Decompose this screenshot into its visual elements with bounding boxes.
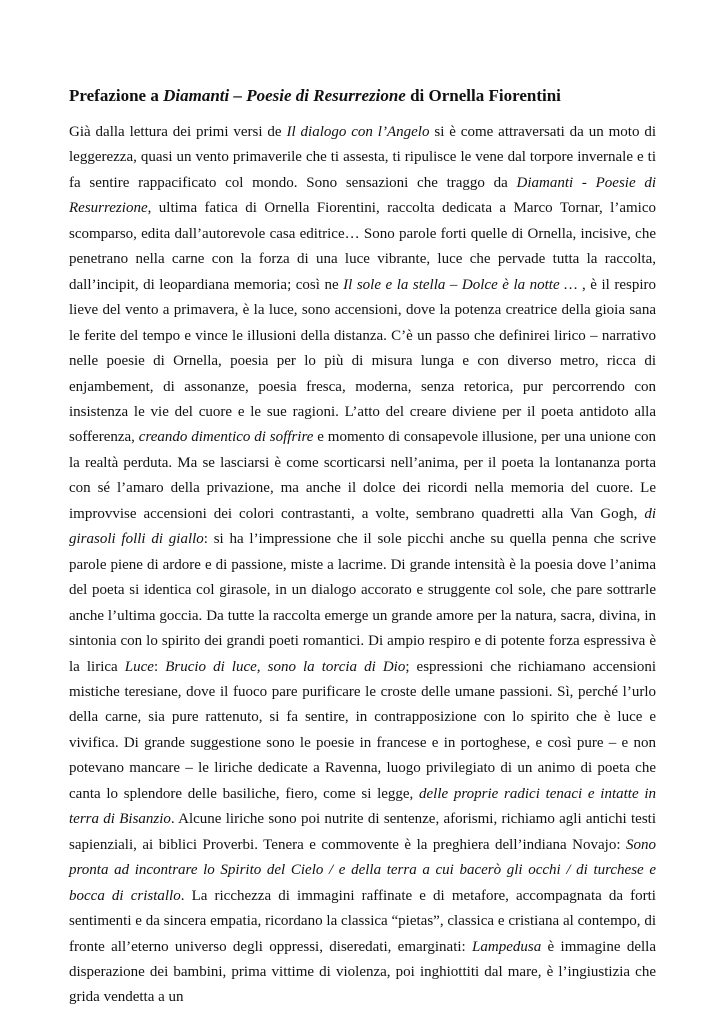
italic-text-run: Lampedusa [472, 938, 542, 955]
title-suffix: di Ornella Fiorentini [405, 86, 561, 105]
italic-text-run: di girasoli folli di giallo [69, 505, 656, 548]
italic-text-run: delle proprie radici tenaci e intatte in terra di Bisanzio [69, 785, 656, 828]
title-prefix: Prefazione a [69, 86, 164, 105]
text-run: : [153, 658, 166, 675]
text-run: : si ha l’impressione che il sole picchi anche su quella penna che scrive parole piene di ardore e di passione, miste a lacrime. Di grande intensità è la poesia dove l’anima del poeta si identica col girasole, in un dialogo accorato e struggente col sole, che pare sottrarle anche l’ultima goccia. Da tutte la raccolta emerge un grande amore per la natura, sacra, divina, in sintonia con lo spirito dei grandi poeti romantici. Di ampio respiro e di potente forza espressiva è la lirica [69, 531, 656, 675]
text-run: e momento di consapevole illusione, per una unione con la realtà perduta. Ma se lasciarsi è come scorticarsi nell’anima, per il poeta la lontananza porta con sé l’amaro della privazione, ma anche il dolce dei ricordi nella memoria del cuore. Le improvvise accensioni dei colori contrastanti, a volte, sembrano quadretti alla Van Gogh, [69, 429, 656, 522]
italic-text-run: Il sole e la stella – Dolce è la notte … [343, 276, 578, 293]
text-run: . Alcune liriche sono poi nutrite di sentenze, aforismi, richiamo agli antichi testi sapienziali, ai biblici Proverbi. Tenera e commovente è la preghiera dell’indiana Novajo: [69, 811, 657, 853]
title-book-name: Diamanti – Poesie di Resurrezione [163, 86, 406, 105]
document-title [69, 84, 656, 108]
body-paragraph [69, 120, 656, 1011]
text-run: ; espressioni che richiamano accensioni mistiche teresiane, dove il fuoco pare purificare le croste delle umane passioni. Sì, perché l’urlo della carne, sia pure rattenuto, si fa sentire, in contrapposizione con lo spirito che è luce e vivifica. Di grande suggestione sono le poesie in francese e in portoghese, e così pure – e non potevano mancare – le liriche dedicate a Ravenna, luogo privilegiato di un animo di poeta che canta lo splendore delle basiliche, fiero, come si legge, [69, 658, 657, 802]
italic-text-run: Diamanti - Poesie di Resurrezione [69, 174, 656, 217]
text-run: Già dalla lettura dei primi versi de [69, 124, 287, 140]
text-run: si è come attraversati da un moto di leggerezza, quasi un vento primaverile che ti assesta, ti ripulisce le vene dal torpore invernale e ti fa sentire rappacificato col mondo. Sono sensazioni che traggo da [69, 124, 657, 191]
italic-text-run: Brucio di luce, sono la torcia di Dio [165, 658, 406, 675]
italic-text-run: Luce [124, 658, 154, 675]
text-run: è immagine della disperazione dei bambini, prima vittime di violenza, poi inghiottiti dal mare, è l’ingiustizia che grida vendetta a un [69, 938, 656, 1006]
text-run: . La ricchezza di immagini raffinate e di metafore, accompagnata da forti sentimenti e da sincera empatia, ricordano la classica “pietas”, classica e cristiana al contempo, di fronte all’eterno universo degli oppressi, diseredati, emarginati: [69, 887, 656, 955]
text-run: , è il respiro lieve del vento a primavera, è la luce, sono accensioni, dove la potenza creatrice della gioia sana le ferite del tempo e vince le illusioni della distanza. C’è un passo che definirei lirico – narrativo nelle poesie di Ornella, poesia per lo più di misura lunga e con diverso metro, ricca di enjambement, di assonanze, poesia fresca, moderna, senza retorica, pur percorrendo con insistenza le vie del cuore e le sue ragioni. L’atto del creare diviene per il poeta antidoto alla sofferenza, [69, 276, 656, 446]
document-page [69, 84, 656, 1011]
text-run: , ultima fatica di Ornella Fiorentini, raccolta dedicata a Marco Tornar, l’amico scomparso, edita dall’autorevole casa editrice… Sono parole forti quelle di Ornella, incisive, che penetrano nella carne con la forza di una luce vibrante, luce che pervade tutta la raccolta, dall’incipit, di leopardiana memoria; così ne [69, 200, 656, 293]
italic-text-run: Sono pronta ad incontrare lo Spirito del Cielo / e della terra a cui bacerò gli occhi / di turchese e bocca di cristallo [69, 836, 656, 904]
italic-text-run: Il dialogo con l’Angelo [286, 124, 430, 140]
italic-text-run: creando dimentico di soffrire [138, 429, 314, 446]
